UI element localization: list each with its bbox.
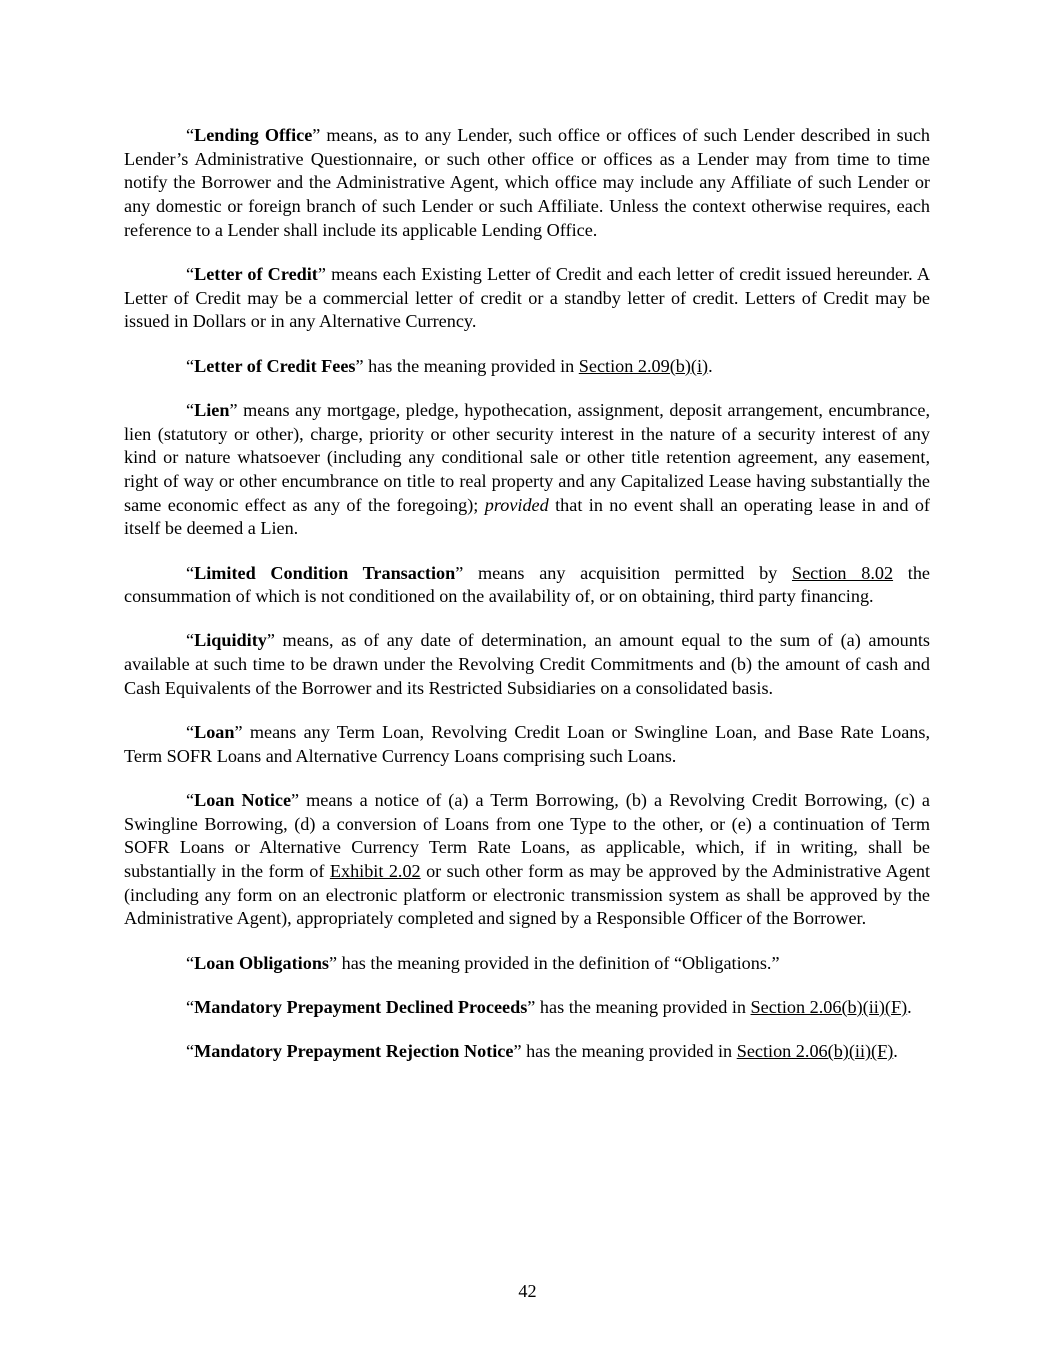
definition-text: has the meaning provided in bbox=[363, 355, 579, 376]
defined-term: Mandatory Prepayment Declined Proceeds bbox=[194, 996, 528, 1017]
open-quote: “ bbox=[186, 264, 195, 285]
cross-reference-link[interactable]: Section 2.06(b)(ii)(F) bbox=[750, 996, 908, 1017]
open-quote: “ bbox=[186, 630, 195, 651]
defined-term: Loan bbox=[194, 722, 235, 743]
open-quote: “ bbox=[186, 722, 195, 743]
open-quote: “ bbox=[186, 125, 195, 145]
definition-text: means, as of any date of determination, an amount equal to the sum of (a) amounts available at such time to be drawn under the Revolving Credit Commitments and (b) the amount of cash and Cash Equivalents of the Borrower and its Restricted Subsidiaries on a consolidated basis. bbox=[124, 630, 930, 698]
definition-text: has the meaning provided in bbox=[535, 996, 751, 1017]
close-quote: ” bbox=[291, 789, 300, 810]
document-page bbox=[124, 124, 930, 1084]
open-quote: “ bbox=[186, 562, 195, 583]
definition-mandatory-prepayment-rejection-notice bbox=[124, 1040, 930, 1064]
definition-lending-office bbox=[124, 124, 930, 243]
definition-text: . bbox=[907, 996, 912, 1017]
definition-limited-condition-transaction bbox=[124, 562, 930, 609]
cross-reference-link[interactable]: Section 2.09(b)(i) bbox=[578, 355, 709, 376]
open-quote: “ bbox=[186, 789, 195, 810]
open-quote: “ bbox=[186, 355, 195, 376]
defined-term: Mandatory Prepayment Rejection Notice bbox=[194, 1041, 514, 1062]
close-quote: ” bbox=[329, 952, 338, 973]
definition-text: means a notice of (a) a Term Borrowing, (b) a Revolving Credit Borrowing, (c) a Swingline Borrowing, (d) a conversion of Loans from one Type to the other, or (e) a continuation of Term SOFR Loans or Alternative Currency Term Rate Loans, as applicable, which, if in writing, shall be substantially in the form of bbox=[124, 789, 930, 882]
close-quote: ” bbox=[317, 264, 326, 285]
definition-lien bbox=[124, 399, 930, 541]
definition-text: means each Existing Letter of Credit and each letter of credit issued hereunder. A Letter of Credit may be a commercial letter of credit or a standby letter of credit. Letters of Credit may be issued in Dollars or in any Alternative Currency. bbox=[124, 264, 930, 332]
definition-text: means, as to any Lender, such office or offices of such Lender described in such Lender’s Administrative Questionnaire, or such other office or offices as a Lender may from time to time notify the Borrower and the Administrative Agent, which office may include any Affiliate of such Lender or any domestic or foreign branch of such Lender or such Affiliate. Unless the context otherwise requires, each reference to a Lender shall include its applicable Lending Office. bbox=[124, 125, 930, 240]
defined-term: Loan Notice bbox=[194, 789, 292, 810]
close-quote: ” bbox=[266, 630, 275, 651]
close-quote: ” bbox=[229, 399, 238, 420]
definition-text: means any mortgage, pledge, hypothecation, assignment, deposit arrangement, encumbrance, lien (statutory or other), charge, priority or other security interest in the nature of a security interest of any kind or nature whatsoever (including any conditional sale or other title retention agreement, any easement, right of way or other encumbrance on title to real property and any Capitalized Lease having substantially the same economic effect as any of the foregoing); bbox=[124, 399, 930, 515]
open-quote: “ bbox=[186, 1041, 195, 1062]
open-quote: “ bbox=[186, 952, 195, 973]
close-quote: ” bbox=[355, 355, 364, 376]
cross-reference-link[interactable]: Exhibit 2.02 bbox=[329, 861, 421, 882]
defined-term: Lending Office bbox=[194, 125, 313, 145]
defined-term: Lien bbox=[194, 399, 230, 420]
cross-reference-link[interactable]: Section 2.06(b)(ii)(F) bbox=[736, 1041, 894, 1062]
definition-text: has the meaning provided in the definition of “Obligations.” bbox=[337, 952, 780, 973]
close-quote: ” bbox=[234, 722, 243, 743]
definition-text: has the meaning provided in bbox=[521, 1041, 737, 1062]
defined-term: Limited Condition Transaction bbox=[194, 562, 456, 583]
definition-letter-of-credit-fees bbox=[124, 355, 930, 379]
open-quote: “ bbox=[186, 399, 195, 420]
page-number: 42 bbox=[518, 1281, 537, 1301]
definition-text: or such other form as may be approved by the Administrative Agent (including any form on an electronic platform or electronic transmission system as shall be approved by the Administrative Agent), appropriately completed and signed by a Responsible Officer of the Borrower. bbox=[124, 861, 931, 929]
defined-term: Letter of Credit bbox=[194, 264, 318, 285]
definition-text: that in no event shall an operating lease in and of itself be deemed a Lien. bbox=[124, 494, 930, 539]
defined-term: Letter of Credit Fees bbox=[194, 355, 356, 376]
definition-text: means any acquisition permitted by bbox=[463, 562, 792, 583]
open-quote: “ bbox=[186, 996, 195, 1017]
definition-text: . bbox=[708, 355, 713, 376]
definition-liquidity bbox=[124, 629, 930, 700]
close-quote: ” bbox=[455, 562, 464, 583]
definition-text: . bbox=[893, 1041, 898, 1062]
definition-text: the consummation of which is not conditioned on the availability of, or on obtaining, third party financing. bbox=[124, 562, 930, 607]
defined-term: Liquidity bbox=[194, 630, 267, 651]
close-quote: ” bbox=[527, 996, 536, 1017]
close-quote: ” bbox=[513, 1041, 522, 1062]
definition-letter-of-credit bbox=[124, 263, 930, 334]
defined-term: Loan Obligations bbox=[194, 952, 330, 973]
italic-text: provided bbox=[484, 494, 549, 515]
cross-reference-link[interactable]: Section 8.02 bbox=[791, 562, 894, 583]
definition-text: means any Term Loan, Revolving Credit Loan or Swingline Loan, and Base Rate Loans, Term SOFR Loans and Alternative Currency Loans comprising such Loans. bbox=[124, 722, 930, 766]
definition-loan bbox=[124, 721, 930, 768]
definition-loan-obligations bbox=[124, 952, 930, 976]
close-quote: ” bbox=[312, 125, 321, 145]
definition-loan-notice bbox=[124, 789, 930, 931]
definition-mandatory-prepayment-declined-proceeds bbox=[124, 996, 930, 1020]
